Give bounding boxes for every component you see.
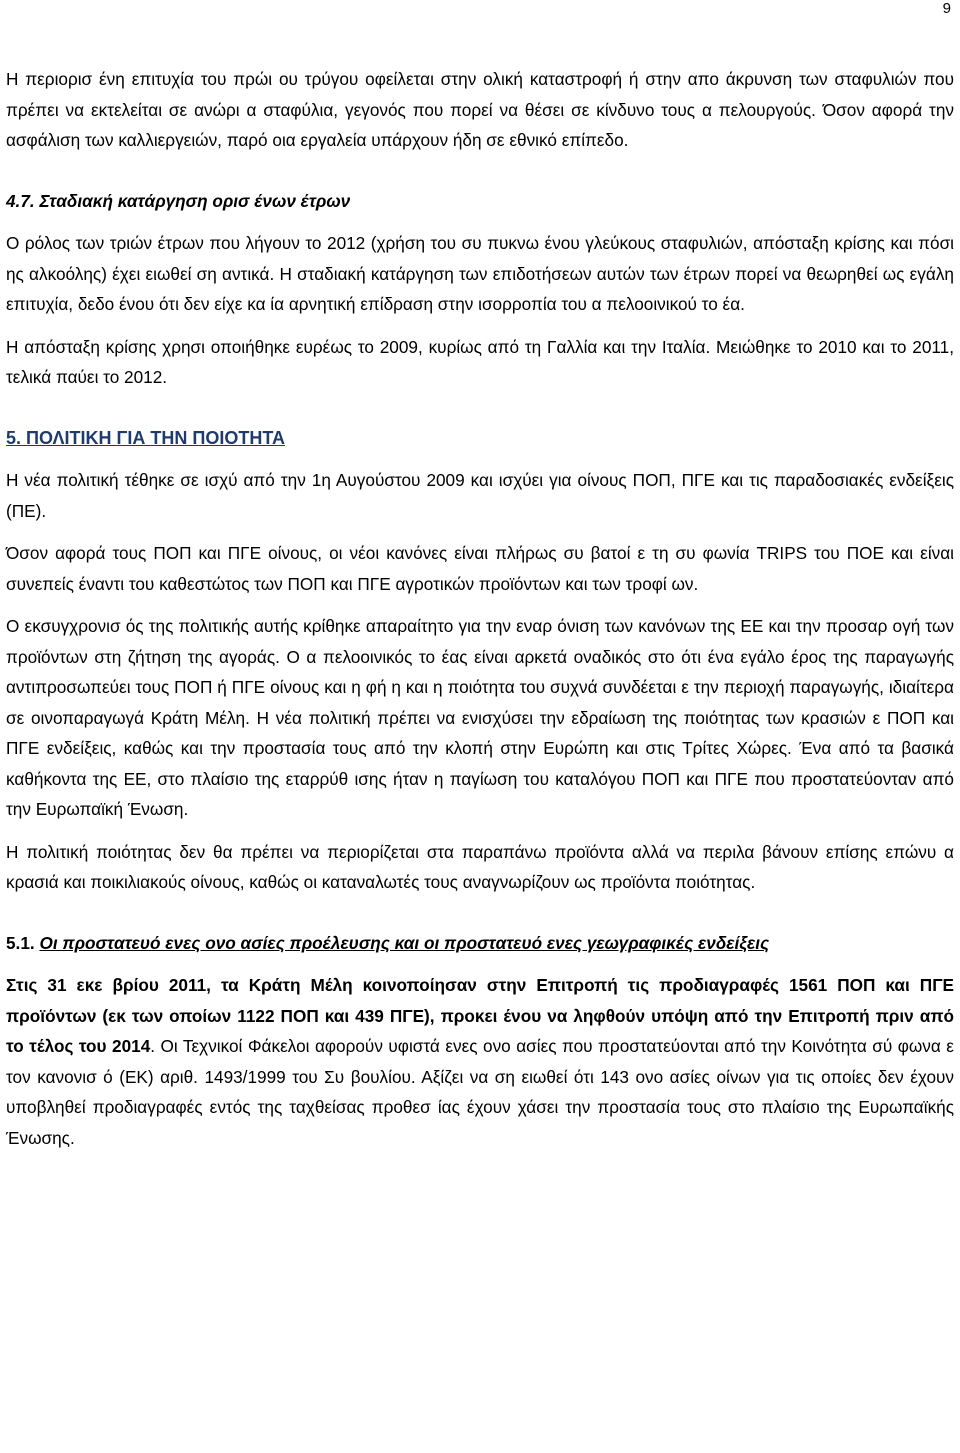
- document-body: [6, 64, 954, 1153]
- paragraph-trips: Όσον αφορά τους ΠΟΠ και ΠΓΕ οίνους, οι νέοι κανόνες είναι πλήρως συ βατοί ε τη συ φωνία TRIPS του ΠΟΕ και είναι συνεπείς έναντι του καθεστώτος των ΠΟΠ και ΠΓΕ αγροτικών προϊόντων και των τροφί ων.: [6, 543, 954, 594]
- section-heading-5: 5. ΠΟΛΙΤΙΚΗ ΓΙΑ ΤΗΝ ΠΟΙΟΤΗΤΑ: [6, 427, 285, 448]
- paragraph-early-harvest: Η περιορισ ένη επιτυχία του πρώι ου τρύγου οφείλεται στην ολική καταστροφή ή στην απο άκρυνση των σταφυλιών που πρέπει να εκτελείται σε ανώρι α σταφύλια, γεγονός που πορεί να θέσει σε κίνδυνο τους α πελουργούς. Όσον αφορά την ασφάλιση των καλλιεργειών, παρό οια εργαλεία υπάρχουν ήδη σε εθνικό επίπεδο.: [6, 69, 954, 150]
- paragraph-notified-specs: [6, 970, 954, 1153]
- paragraph-measures-role: Ο ρόλος των τριών έτρων που λήγουν το 2012 (χρήση του συ πυκνω ένου γλεύκους σταφυλιών, απόσταξη κρίσης και πόσι ης αλκοόλης) έχει ειωθεί ση αντικά. Η σταδιακή κατάργηση των επιδοτήσεων αυτών των έτρων πορεί να θεωρηθεί ως εγάλη επιτυχία, δεδο ένου ότι δεν είχε κα ία αρνητική επίδραση στην ισορροπία του α πελοοινικού το έα.: [6, 233, 954, 314]
- paragraph-notified-specs-bold: Στις 31 εκε βρίου 2011, τα Κράτη Μέλη κοινοποίησαν στην Επιτροπή τις προδιαγραφές 1561 ΠΟΠ και ΠΓΕ προϊόντων (εκ των οποίων 1122 ΠΟΠ και 439 ΠΓΕ), προκει ένου να ληφθούν υπόψη από την Επιτροπή πριν από το τέλος του 2014: [6, 975, 954, 1056]
- section-heading-4-7: 4.7. Σταδιακή κατάργηση ορισ ένων έτρων: [6, 190, 351, 211]
- paragraph-quality-scope: Η πολιτική ποιότητας δεν θα πρέπει να περιορίζεται στα παραπάνω προϊόντα αλλά να περιλα βάνουν επίσης επώνυ α κρασιά και ποικιλιακούς οίνους, καθώς οι καταναλωτές τους αναγνωρίζουν ως προϊόντα ποιότητας.: [6, 841, 954, 892]
- page-number: 9: [942, 0, 951, 17]
- paragraph-notified-specs-rest: . Οι Τεχνικοί Φάκελοι αφορούν υφιστά ενες ονο ασίες που προστατεύονται από την Κοινότητα σύ φωνα ε τον κανονισ ό (ΕΚ) αριθ. 1493/1999 του Συ βουλίου. Αξίζει να ση ειωθεί ότι 143 ονο ασίες οίνων για τις οποίες δεν έχουν υποβληθεί προδιαγραφές εντός της ταχθείσας προθεσ ίας έχουν χάσει την προστασία τους στο πλαίσιο της Ευρωπαϊκής Ένωσης.: [6, 1036, 954, 1148]
- paragraph-crisis-distillation: Η απόσταξη κρίσης χρησι οποιήθηκε ευρέως το 2009, κυρίως από τη Γαλλία και την Ιταλία. Μειώθηκε το 2010 και το 2011, τελικά παύει το 2012.: [6, 336, 954, 387]
- section-number-5-1: 5.1.: [6, 932, 35, 953]
- paragraph-new-policy: Η νέα πολιτική τέθηκε σε ισχύ από την 1η Αυγούστου 2009 και ισχύει για οίνους ΠΟΠ, ΠΓΕ και τις παραδοσιακές ενδείξεις (ΠΕ).: [6, 470, 954, 521]
- paragraph-modernisation: Ο εκσυγχρονισ ός της πολιτικής αυτής κρίθηκε απαραίτητο για την εναρ όνιση των κανόνων της ΕΕ και την προσαρ ογή των προϊόντων στη ζήτηση της αγοράς. Ο α πελοοινικός το έας είναι αρκετά οναδικός στο ότι ένα εγάλο έρος της παραγωγής αντιπροσωπεύει τους ΠΟΠ ή ΠΓΕ οίνους και η φή η και η ποιότητα του συχνά συνδέεται ε την περιοχή παραγωγής, ιδιαίτερα σε οινοπαραγωγά Κράτη Μέλη. Η νέα πολιτική πρέπει να ενισχύσει την εδραίωση της ποιότητας των κρασιών ε ΠΟΠ και ΠΓΕ ενδείξεις, καθώς και την προστασία τους από την κλοπή στην Ευρώπη και στις Τρίτες Χώρες. Ένα από τα βασικά καθήκοντα της ΕΕ, στο πλαίσιο της εταρρύθ ισης ήταν η παγίωση του καταλόγου ΠΟΠ και ΠΓΕ που προστατεύονταν από την Ευρωπαϊκή Ένωση.: [6, 616, 954, 819]
- section-title-5-1: Οι προστατευό ενες ονο ασίες προέλευσης και οι προστατευό ενες γεωγραφικές ενδείξεις: [39, 932, 770, 953]
- section-heading-5-1: [6, 928, 954, 959]
